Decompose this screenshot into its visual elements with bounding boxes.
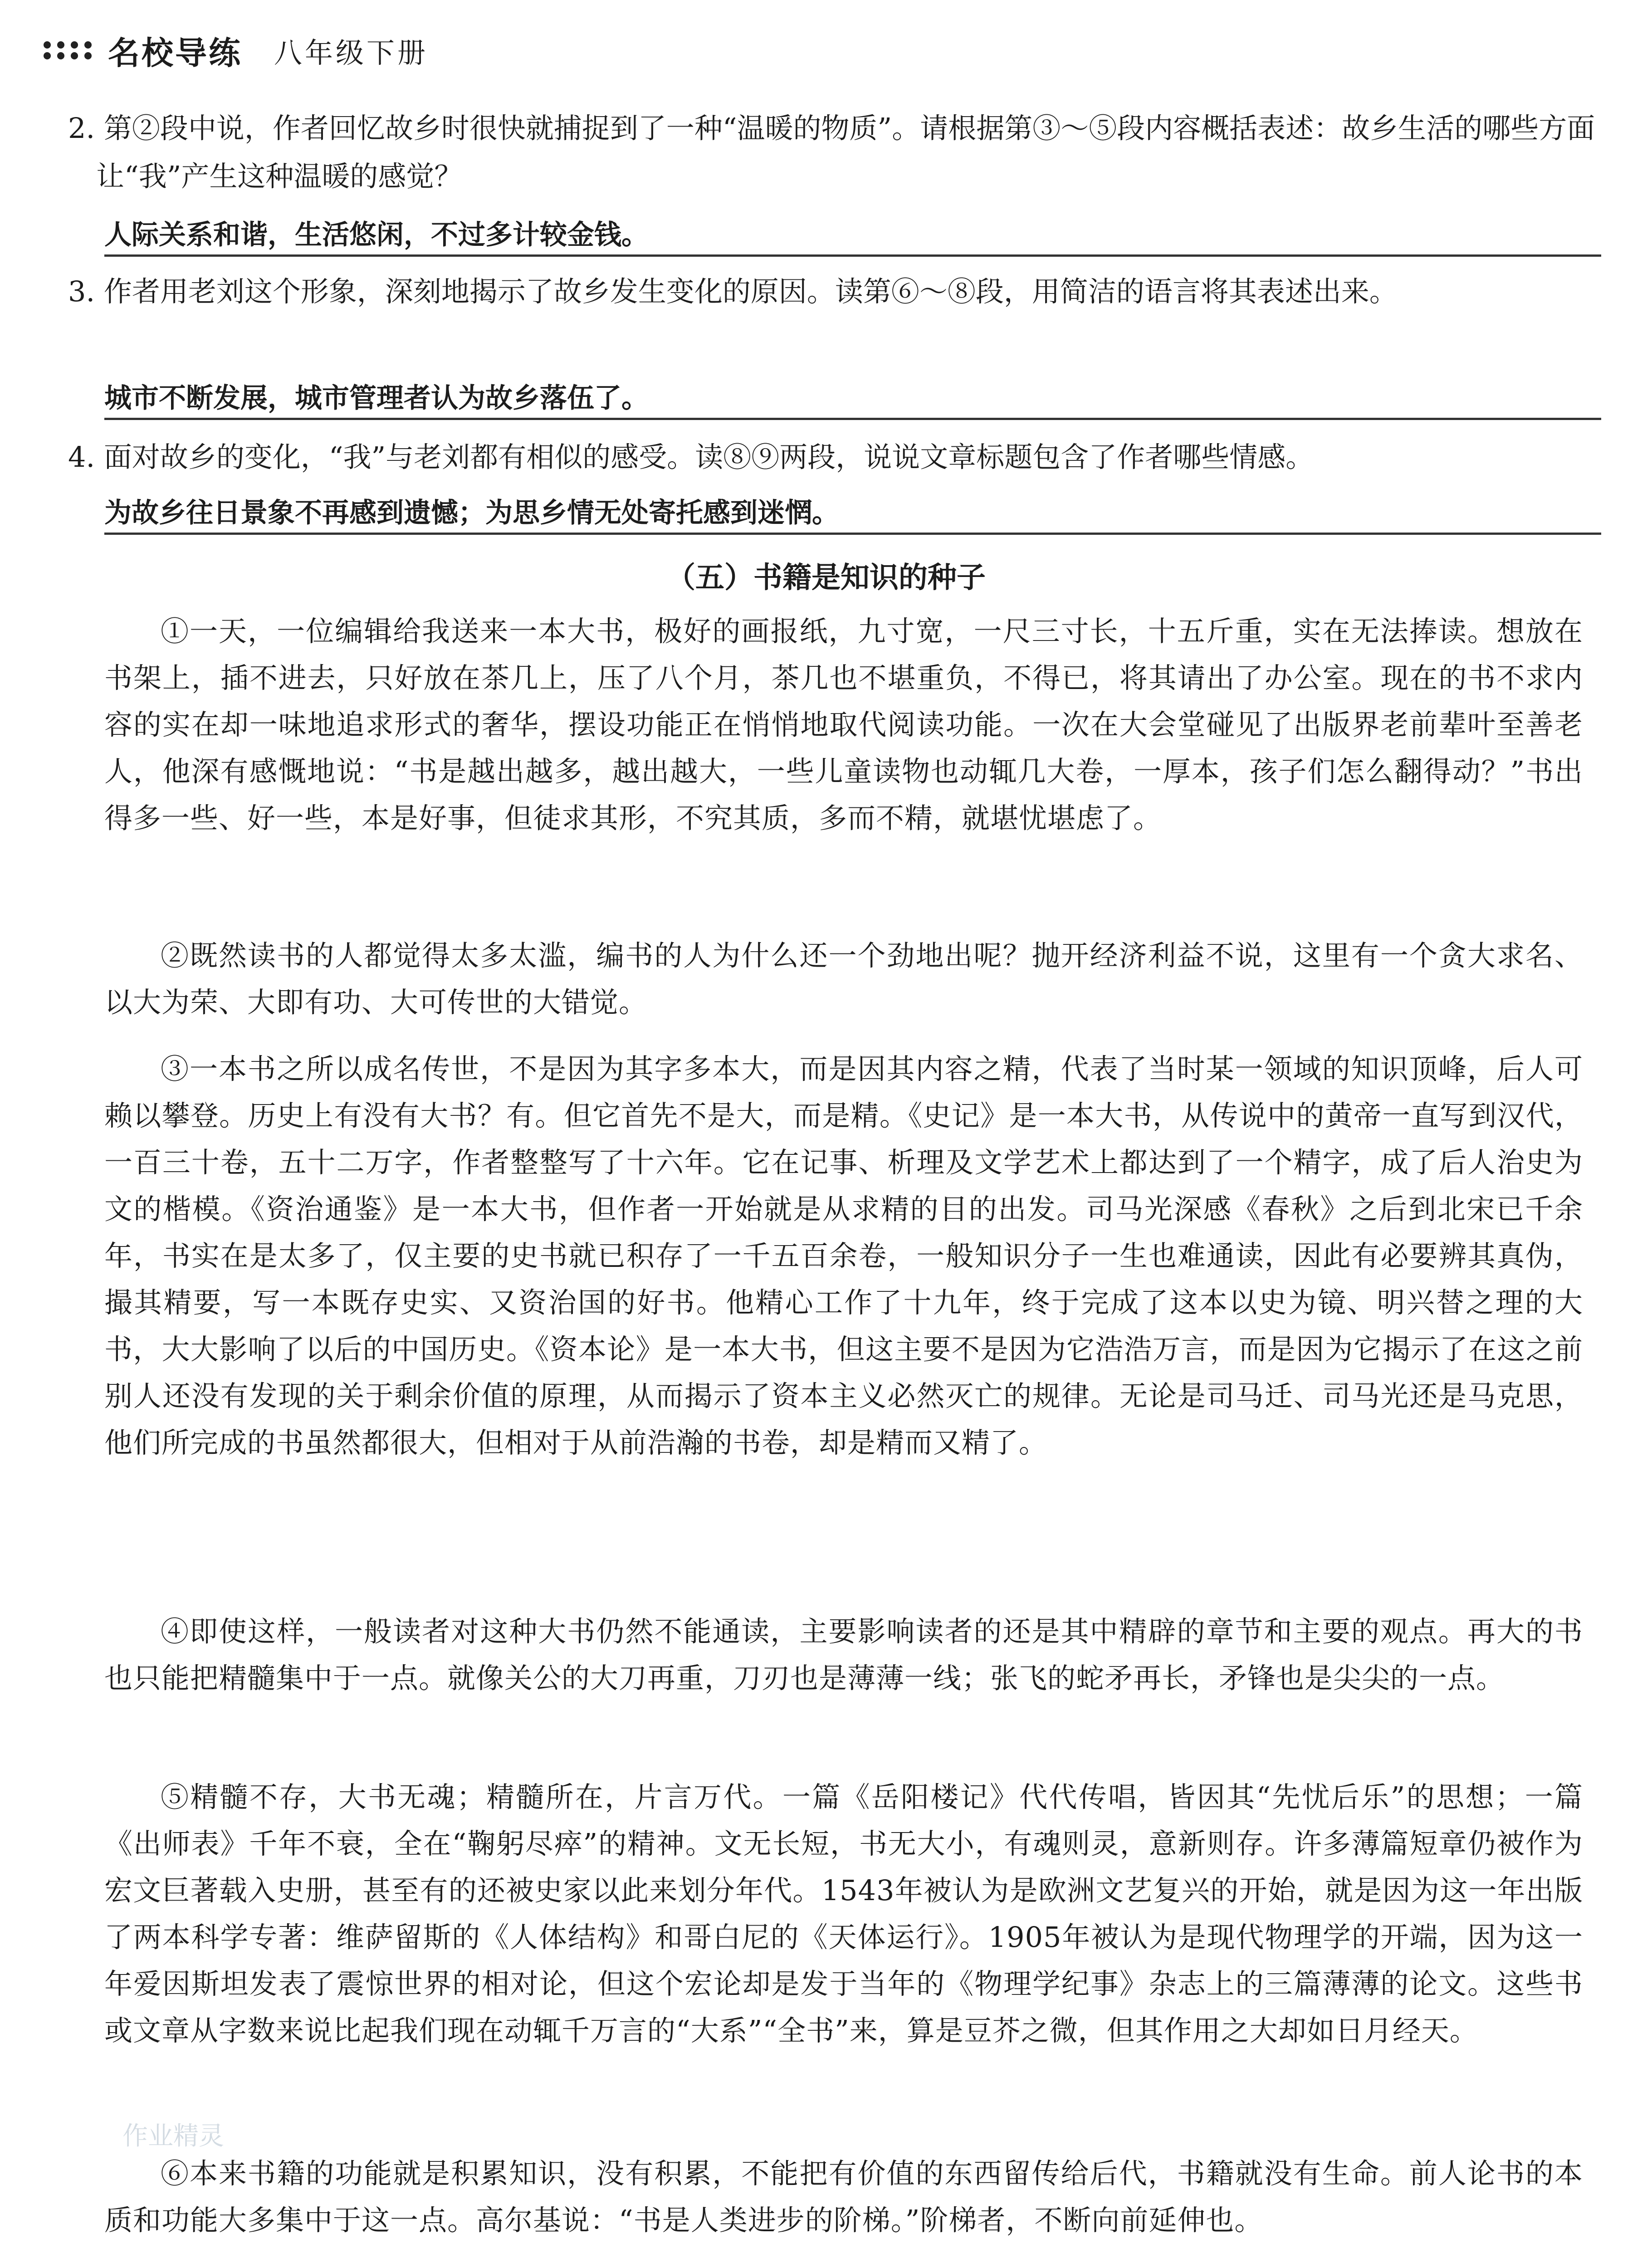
paragraph-1: ①一天，一位编辑给我送来一本大书，极好的画报纸，九寸宽，一尺三寸长，十五斤重，实在无法捧读。想放在书架上，插不进去，只好放在茶几上，压了八个月，茶几也不堪重负，不得已，将其请出了办公室。现在的书不求内容的实在却一味地追求形式的奢华，摆设功能正在悄悄地取代阅读功能。一次在大会堂碰见了出版界老前辈叶至善老人，他深有感慨地说：“书是越出越多，越出越大，一些儿童读物也动辄几大卷，一厚本，孩子们怎么翻得动？”书出得多一些、好一些，本是好事，但徒求其形，不究其质，多而不精，就堪忧堪虑了。 <box>104 615 1583 835</box>
book-brand: 名校导练 <box>108 34 242 72</box>
answer-4: 为故乡往日景象不再感到遗憾；为思乡情无处寄托感到迷惘。 <box>104 491 1601 535</box>
paragraph-5: ⑤精髓不存，大书无魂；精髓所在，片言万代。一篇《岳阳楼记》代代传唱，皆因其“先忧后乐”的思想；一篇《出师表》千年不衰，全在“鞠躬尽瘁”的精神。文无长短，书无大小，有魂则灵，意新则存。许多薄篇短章仍被作为宏文巨著载入史册，甚至有的还被史家以此来划分年代。1543年被认为是欧洲文艺复兴的开始，就是因为这一年出版了两本科学专著：维萨留斯的《人体结构》和哥白尼的《天体运行》。1905年被认为是现代物理学的开端，因为这一年爱因斯坦发表了震惊世界的相对论，但这个宏论却是发于当年的《物理学纪事》杂志上的三篇薄薄的论文。这些书或文章从字数来说比起我们现在动辄千万言的“大系”“全书”来，算是豆芥之微，但其作用之大却如日月经天。 <box>104 1780 1583 2047</box>
section-title: （五）书籍是知识的种子 <box>666 561 986 595</box>
question-3: 3. 作者用老刘这个形象，深刻地揭示了故乡发生变化的原因。读第⑥～⑧段，用简洁的语言将其表述出来。 <box>68 275 1398 308</box>
paragraph-6: ⑥本来书籍的功能就是积累知识，没有积累，不能把有价值的东西留传给后代，书籍就没有生命。前人论书的本质和功能大多集中于这一点。高尔基说：“书是人类进步的阶梯。”阶梯者，不断向前延伸也。 <box>104 2157 1583 2237</box>
answer-3: 城市不断发展，城市管理者认为故乡落伍了。 <box>104 376 1601 420</box>
paragraph-4: ④即使这样，一般读者对这种大书仍然不能通读，主要影响读者的还是其中精辟的章节和主要的观点。再大的书也只能把精髓集中于一点。就像关公的大刀再重，刀刃也是薄薄一线；张飞的蛇矛再长，矛锋也是尖尖的一点。 <box>104 1615 1583 1695</box>
paragraph-3: ③一本书之所以成名传世，不是因为其字多本大，而是因其内容之精，代表了当时某一领域的知识顶峰，后人可赖以攀登。历史上有没有大书？有。但它首先不是大，而是精。《史记》是一本大书，从传说中的黄帝一直写到汉代，一百三十卷，五十二万字，作者整整写了十六年。它在记事、析理及文学艺术上都达到了一个精字，成了后人治史为文的楷模。《资治通鉴》是一本大书，但作者一开始就是从求精的目的出发。司马光深感《春秋》之后到北宋已千余年，书实在是太多了，仅主要的史书就已积存了一千五百余卷，一般知识分子一生也难通读，因此有必要辨其真伪，撮其精要，写一本既存史实、又资治国的好书。他精心工作了十九年，终于完成了这本以史为镜、明兴替之理的大书，大大影响了以后的中国历史。《资本论》是一本大书，但这主要不是因为它浩浩万言，而是因为它揭示了在这之前别人还没有发现的关于剩余价值的原理，从而揭示了资本主义必然灭亡的规律。无论是司马迁、司马光还是马克思，他们所完成的书虽然都很大，但相对于从前浩瀚的书卷，却是精而又精了。 <box>104 1052 1583 1459</box>
answer-2: 人际关系和谐，生活悠闲，不过多计较金钱。 <box>104 213 1601 257</box>
header-dots-icon <box>44 41 94 59</box>
question-2: 2. 第②段中说，作者回忆故乡时很快就捕捉到了一种“温暖的物质”。请根据第③～⑤段内容概括表述：故乡生活的哪些方面让“我”产生这种温暖的感觉？ <box>68 112 1595 193</box>
page-header <box>44 25 428 75</box>
paragraph-2: ②既然读书的人都觉得太多太滥，编书的人为什么还一个劲地出呢？抛开经济利益不说，这里有一个贪大求名、以大为荣、大即有功、大可传世的大错觉。 <box>104 939 1583 1019</box>
question-4: 4. 面对故乡的变化，“我”与老刘都有相似的感受。读⑧⑨两段，说说文章标题包含了作者哪些情感。 <box>68 440 1314 474</box>
book-grade: 八年级下册 <box>274 36 429 69</box>
watermark: 作业精灵 <box>122 2121 224 2151</box>
